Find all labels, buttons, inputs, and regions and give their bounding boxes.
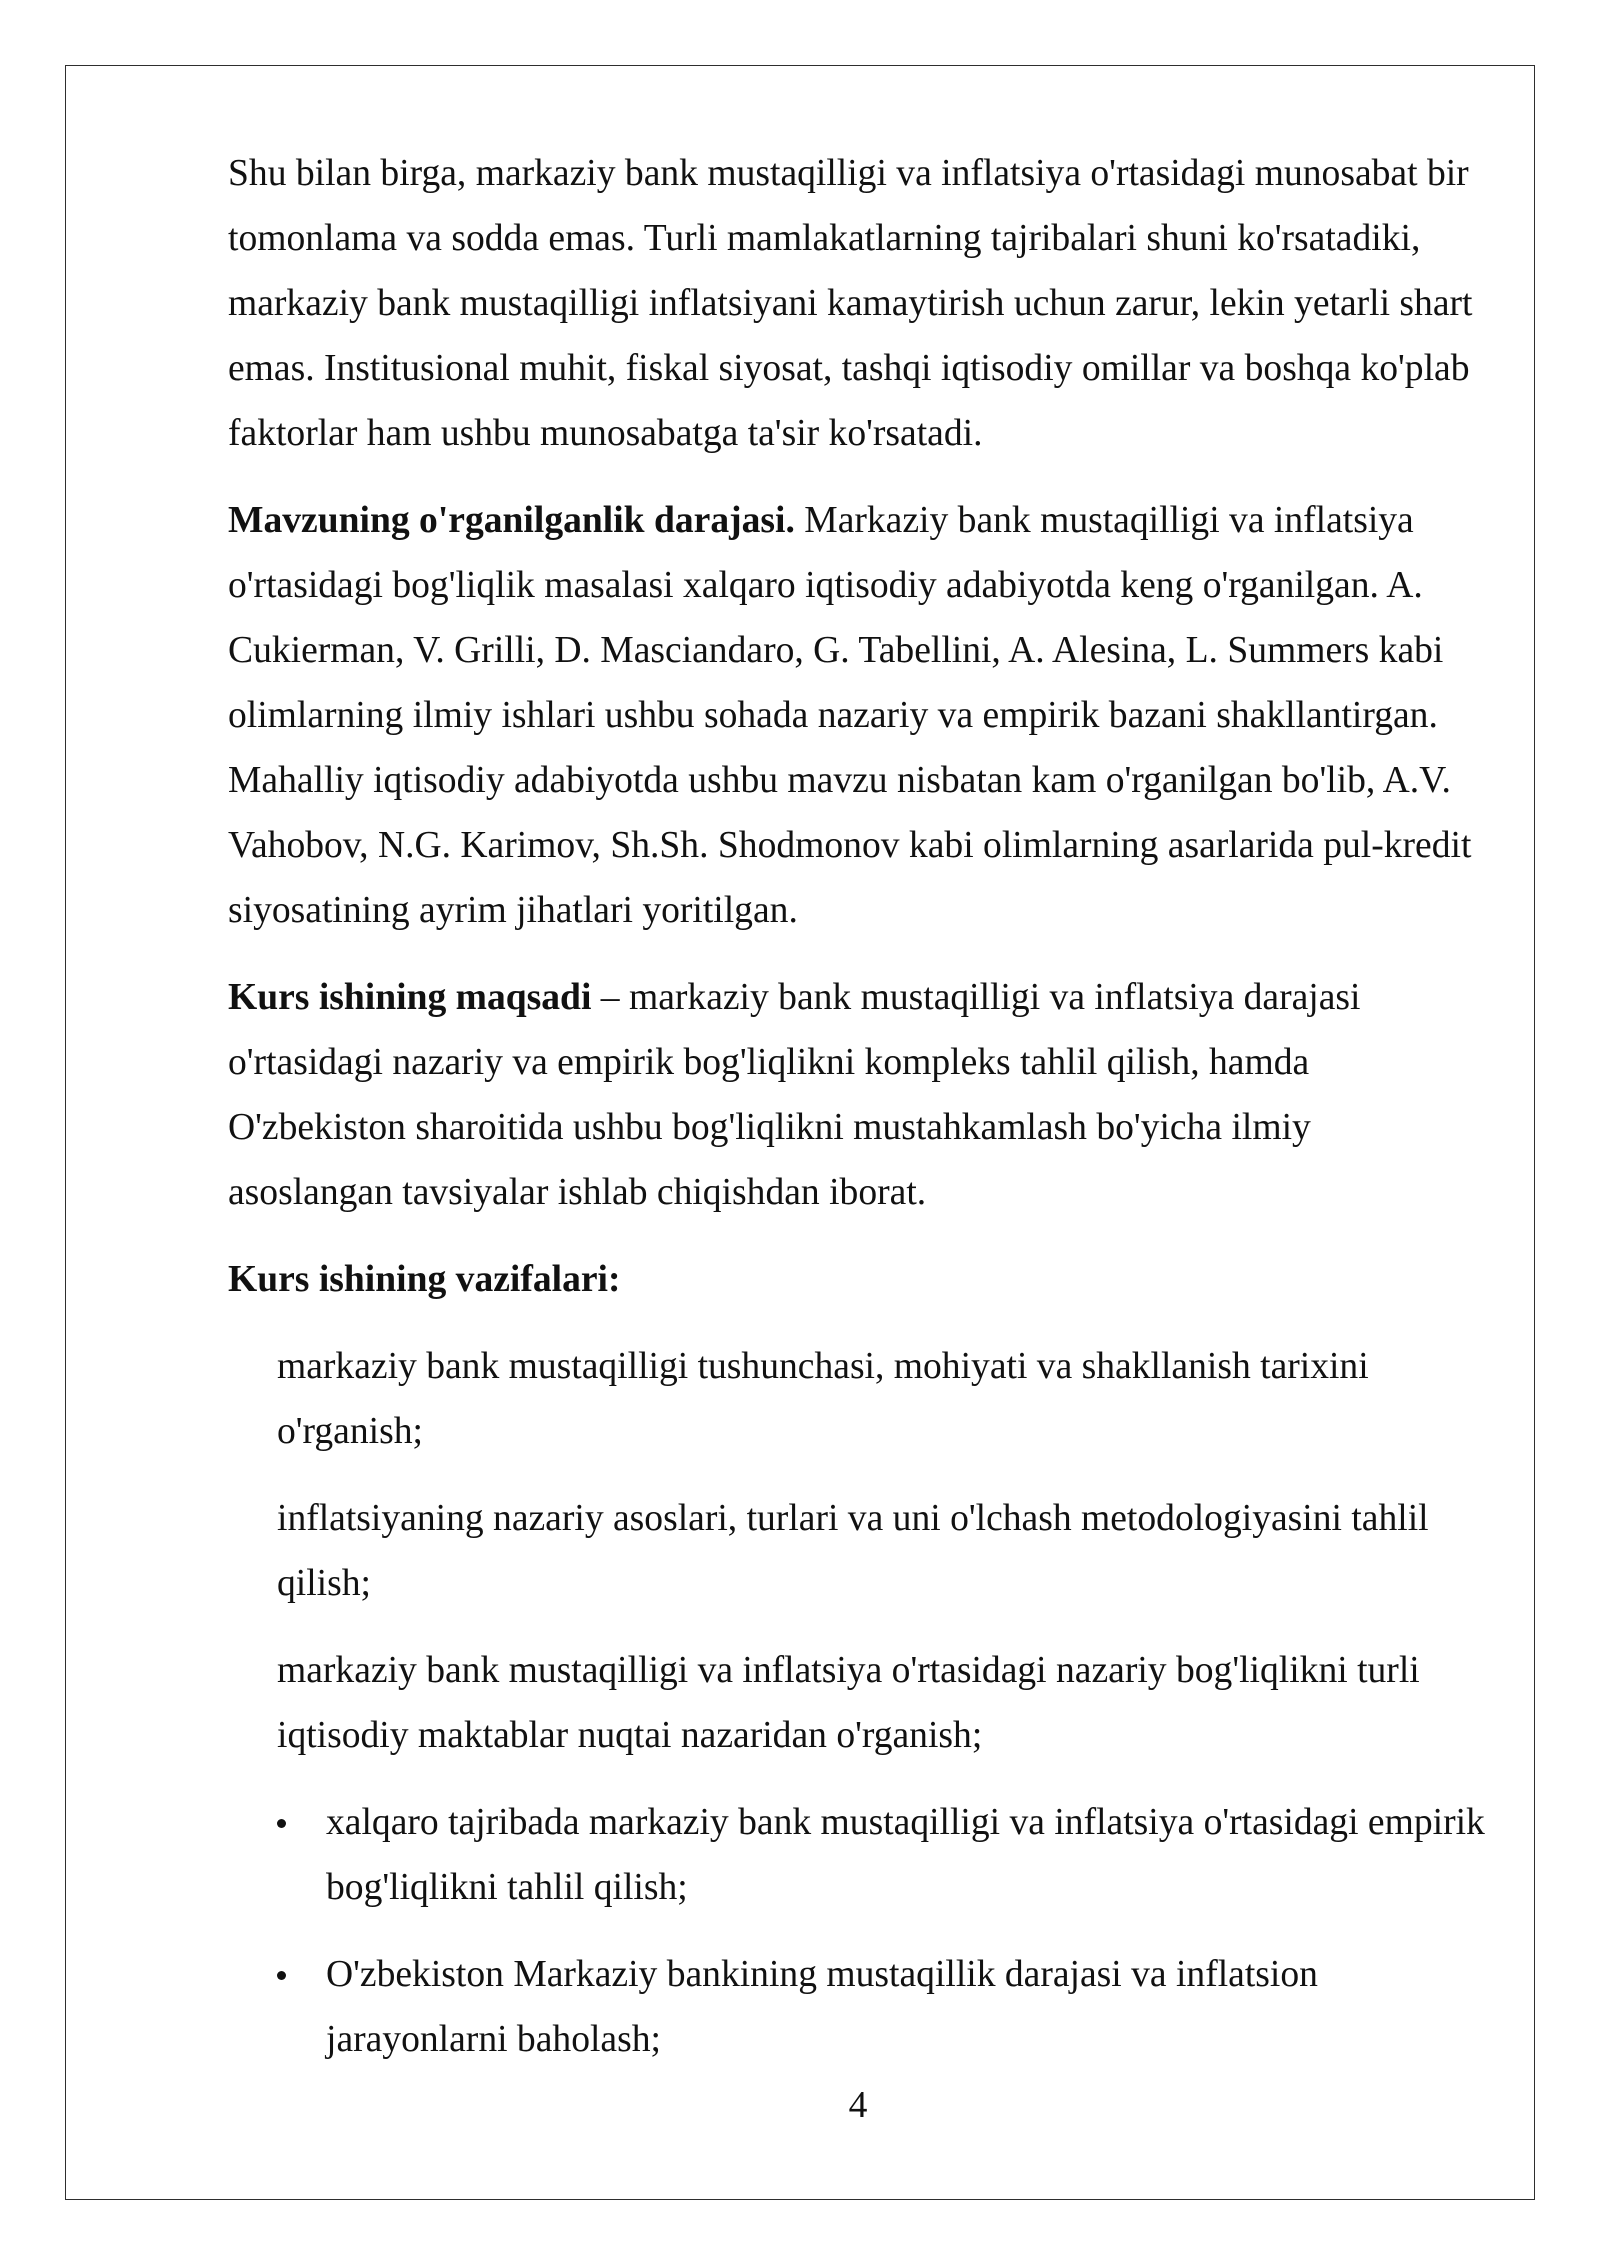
paragraph-line: Shu bilan birga, markaziy bank mustaqilligi va inflatsiya o'rtasidagi munosabat bir [228,153,1469,194]
list-item-line: jarayonlarni baholash; [326,2019,661,2060]
task-list-item [277,1334,1528,1464]
page-number: 4 [848,2085,868,2126]
paragraph-line: o'rtasidagi nazariy va empirik bog'liqlikni kompleks tahlil qilish, hamda [228,1042,1310,1083]
paragraph-line [228,488,1528,553]
list-item-line: o'rganish; [277,1411,423,1452]
section-heading: Kurs ishining vazifalari: [228,1259,621,1300]
tasks-heading-paragraph [228,1247,1528,1312]
bulleted-list-item [326,1790,1528,1920]
paragraph-line: asoslangan tavsiyalar ishlab chiqishdan iborat. [228,1172,927,1213]
paragraph-line: O'zbekiston sharoitida ushbu bog'liqlikni mustahkamlash bo'yicha ilmiy [228,1107,1311,1148]
list-item-line: inflatsiyaning nazariy asoslari, turlari va uni o'lchash metodologiyasini tahlil [277,1498,1429,1539]
list-item-line: xalqaro tajribada markaziy bank mustaqilligi va inflatsiya o'rtasidagi empirik [326,1802,1485,1843]
task-list-item [277,1486,1528,1616]
list-item-line: iqtisodiy maktablar nuqtai nazaridan o'rganish; [277,1715,983,1756]
list-item-line: bog'liqlikni tahlil qilish; [326,1867,688,1908]
list-item-line: markaziy bank mustaqilligi va inflatsiya o'rtasidagi nazariy bog'liqlikni turli [277,1650,1420,1691]
paragraph-line: olimlarning ilmiy ishlari ushbu sohada nazariy va empirik bazani shakllantirgan. [228,695,1438,736]
paragraph-line: tomonlama va sodda emas. Turli mamlakatlarning tajribalari shuni ko'rsatadiki, [228,218,1421,259]
bullet-icon [277,1819,286,1828]
paragraph-line: faktorlar ham ushbu munosabatga ta'sir ko'rsatadi. [228,413,983,454]
list-item-line: qilish; [277,1563,371,1604]
bullet-icon [277,1971,286,1980]
paragraph-line: Mahalliy iqtisodiy adabiyotda ushbu mavzu nisbatan kam o'rganilgan bo'lib, A.V. [228,760,1451,801]
paragraph-line: Cukierman, V. Grilli, D. Masciandaro, G. Tabellini, A. Alesina, L. Summers kabi [228,630,1444,671]
paragraph-line: o'rtasidagi bog'liqlik masalasi xalqaro iqtisodiy adabiyotda keng o'rganilgan. A. [228,565,1423,606]
heading-continuation: – markaziy bank mustaqilligi va inflatsiya darajasi [591,977,1361,1018]
list-item-line: markaziy bank mustaqilligi tushunchasi, mohiyati va shakllanish tarixini [277,1346,1369,1387]
task-list-item [277,1638,1528,1768]
goal-paragraph [228,965,1528,1225]
paragraph-line: Vahobov, N.G. Karimov, Sh.Sh. Shodmonov kabi olimlarning asarlarida pul-kredit [228,825,1472,866]
heading-continuation: Markaziy bank mustaqilligi va inflatsiya [794,500,1414,541]
bulleted-list-item [326,1942,1528,2072]
section-heading: Kurs ishining maqsadi [228,977,592,1018]
study-level-paragraph [228,488,1528,943]
paragraph-line: emas. Institusional muhit, fiskal siyosat, tashqi iqtisodiy omillar va boshqa ko'plab [228,348,1470,389]
paragraph-line: siyosatining ayrim jihatlari yoritilgan. [228,890,798,931]
paragraph-line [228,965,1528,1030]
paragraph-line: markaziy bank mustaqilligi inflatsiyani kamaytirish uchun zarur, lekin yetarli shart [228,283,1473,324]
list-item-line: O'zbekiston Markaziy bankining mustaqillik darajasi va inflatsion [326,1954,1318,1995]
section-heading: Mavzuning o'rganilganlik darajasi. [228,500,795,541]
page-body [228,141,1528,2094]
intro-paragraph [228,141,1528,466]
